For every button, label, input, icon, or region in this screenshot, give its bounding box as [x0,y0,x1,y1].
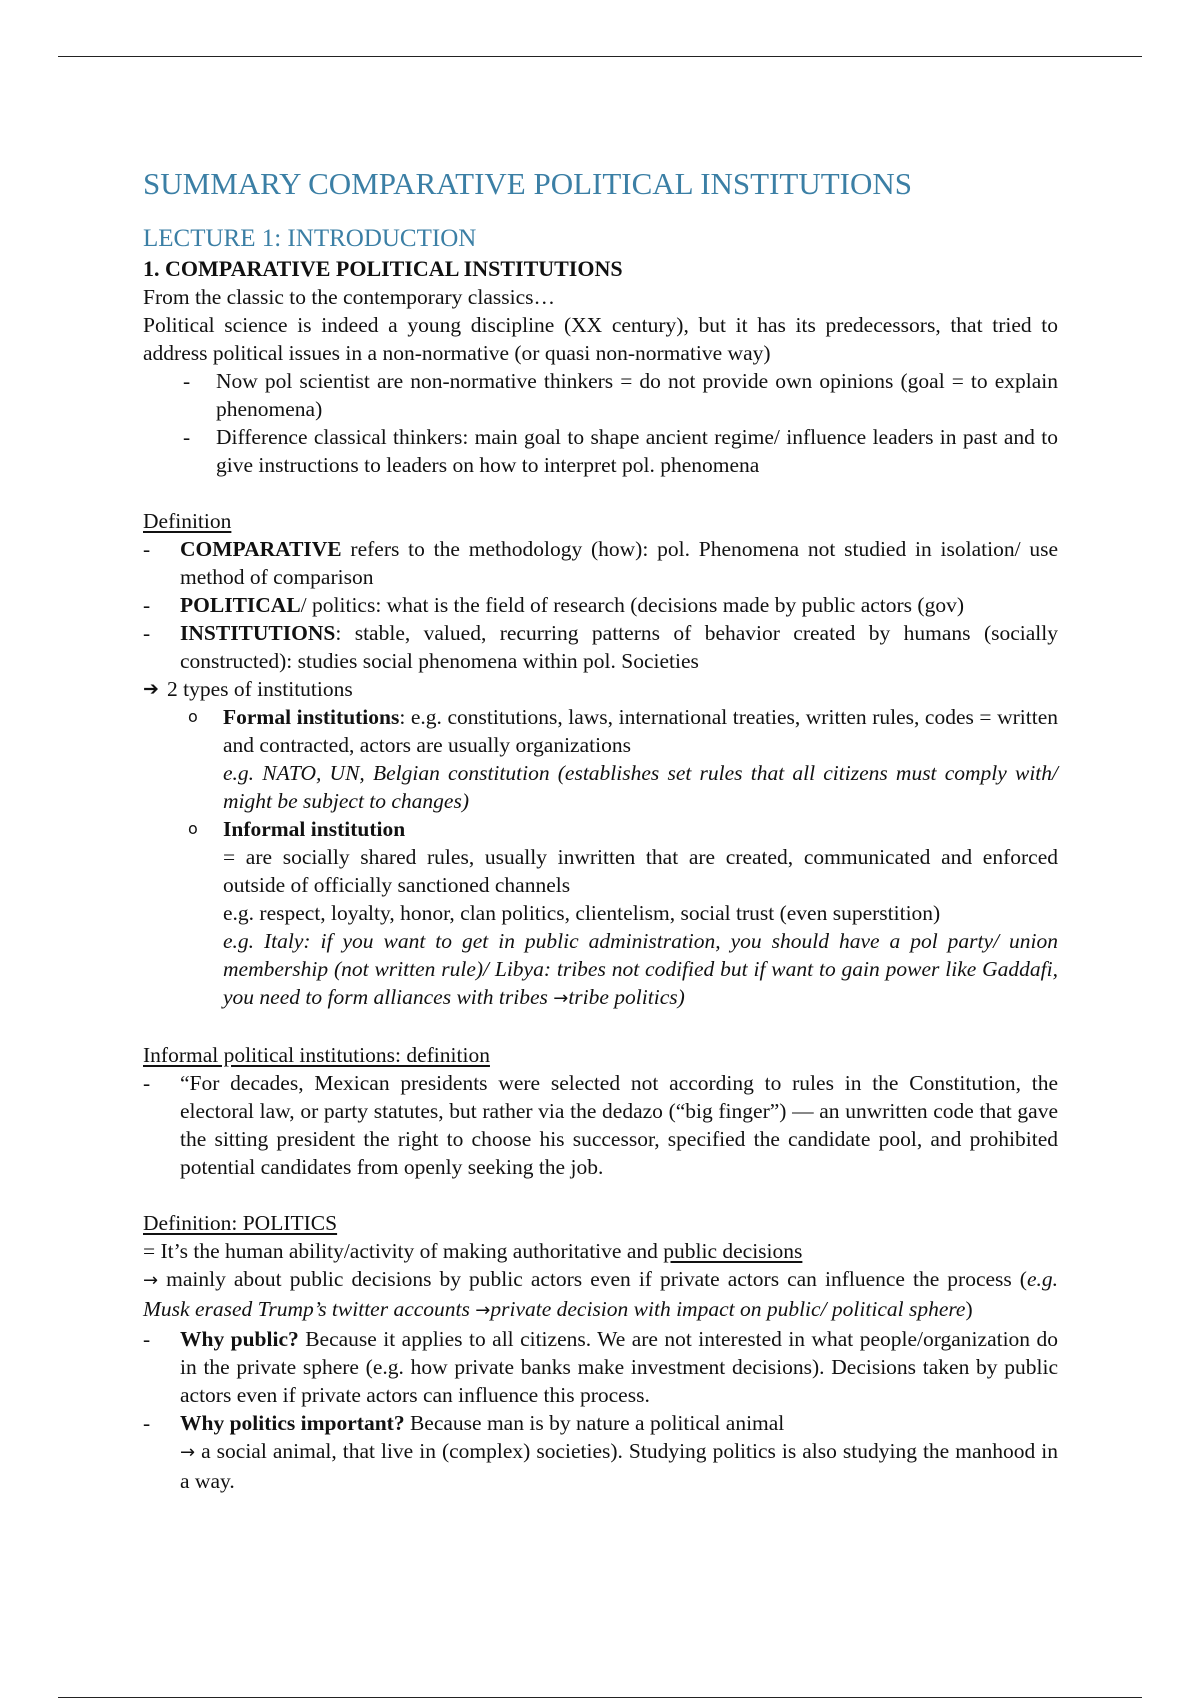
list-item-formal: o Formal institutions: e.g. constitutions, laws, international treaties, written rules, codes = written and contracted, actors are usually organizations e.g. NATO, UN, Belgian constitution (establishes set rules that all citizens must comply with/ might be subject to changes) [143,703,1058,815]
example: e.g. NATO, UN, Belgian constitution (establishes set rules that all citizens must comply with/ might be subject to changes) [223,761,1058,813]
term: Why public? [180,1327,299,1351]
informal-def-list [143,1069,1058,1181]
term: Why politics important? [180,1411,405,1435]
section-heading: 1. COMPARATIVE POLITICAL INSTITUTIONS [143,256,623,281]
politics-last: → a social animal, that live in (complex) societies). Studying politics is also studying the manhood in a way. [180,1439,1058,1493]
politics-list [143,1325,1058,1437]
institution-types [143,703,1058,843]
arrow-icon: → [180,1442,196,1463]
types-line: ➔ 2 types of institutions [143,677,353,701]
definition-heading: Definition [143,509,232,533]
arrow-icon: → [553,988,569,1009]
bottom-rule [58,1697,1142,1698]
document-title: SUMMARY COMPARATIVE POLITICAL INSTITUTIONS [143,166,913,201]
document-page [143,164,1058,1495]
politics-definition: = It’s the human ability/activity of making authoritative and public decisions [143,1239,803,1263]
list-item: - Why politics important? Because man is by nature a political animal [143,1409,1058,1437]
term: Formal institutions [223,705,400,729]
intro-line: From the classic to the contemporary classics… [143,285,555,309]
term: INSTITUTIONS [180,621,336,645]
definition-list [143,535,1058,675]
list-item-informal [143,815,1058,843]
list-item: - COMPARATIVE refers to the methodology (how): pol. Phenomena not studied in isolation/ use method of comparison [143,535,1058,591]
list-item: - POLITICAL/ politics: what is the field of research (decisions made by public actors (gov) [143,591,1058,619]
list-item: - Why public? Because it applies to all citizens. We are not interested in what people/organization do in the private sphere (e.g. how private banks make investment decisions). Decisions taken by public actors even if private actors can influence this process. [143,1325,1058,1409]
politics-heading: Definition: POLITICS [143,1211,338,1235]
term: COMPARATIVE [180,537,342,561]
list-item: - Difference classical thinkers: main goal to shape ancient regime/ influence leaders in past and to give instructions to leaders on how to interpret pol. phenomena [143,423,1058,479]
arrow-icon: ➔ [143,678,159,700]
intro-paragraph: Political science is indeed a young discipline (XX century), but it has its predecessors, that tried to address political issues in a non-normative (or quasi non-normative way) [143,313,1058,365]
list-item: - “For decades, Mexican presidents were selected not according to rules in the Constitution, the electoral law, or party statutes, but rather via the dedazo (“big finger”) — an unwritten code that gave the sitting president the right to choose his successor, specified the candidate pool, and prohibited potential candidates from openly seeking the job. [143,1069,1058,1181]
informal-text: = are socially shared rules, usually inwritten that are created, communicated and enforced outside of officially sanctioned channels [223,845,1058,897]
top-rule [58,56,1142,57]
term: POLITICAL [180,593,301,617]
informal-examples: e.g. respect, loyalty, honor, clan politics, clientelism, social trust (even superstition) [223,901,941,925]
lecture-heading: LECTURE 1: INTRODUCTION [143,225,477,252]
intro-bullets [143,367,1058,479]
term: Informal institution [223,817,406,841]
politics-arrow: → mainly about public decisions by public actors even if private actors can influence the process (e.g. Musk erased Trump’s twitter accounts →private decision with impact on public/ political sphere) [143,1267,1059,1321]
arrow-icon: → [143,1270,159,1291]
arrow-icon: → [475,1300,491,1321]
list-item: - INSTITUTIONS: stable, valued, recurring patterns of behavior created by humans (socially constructed): studies social phenomena within pol. Societies [143,619,1058,675]
informal-def-heading: Informal political institutions: definition [143,1043,490,1067]
informal-italic-example: e.g. Italy: if you want to get in public administration, you should have a pol party/ union membership (not written rule)/ Libya: tribes not codified but if want to gain power like Gaddafi, you need to form alliances with tribes →tribe politics) [223,929,1058,1009]
list-item: - Now pol scientist are non-normative thinkers = do not provide own opinions (goal = to explain phenomena) [143,367,1058,423]
